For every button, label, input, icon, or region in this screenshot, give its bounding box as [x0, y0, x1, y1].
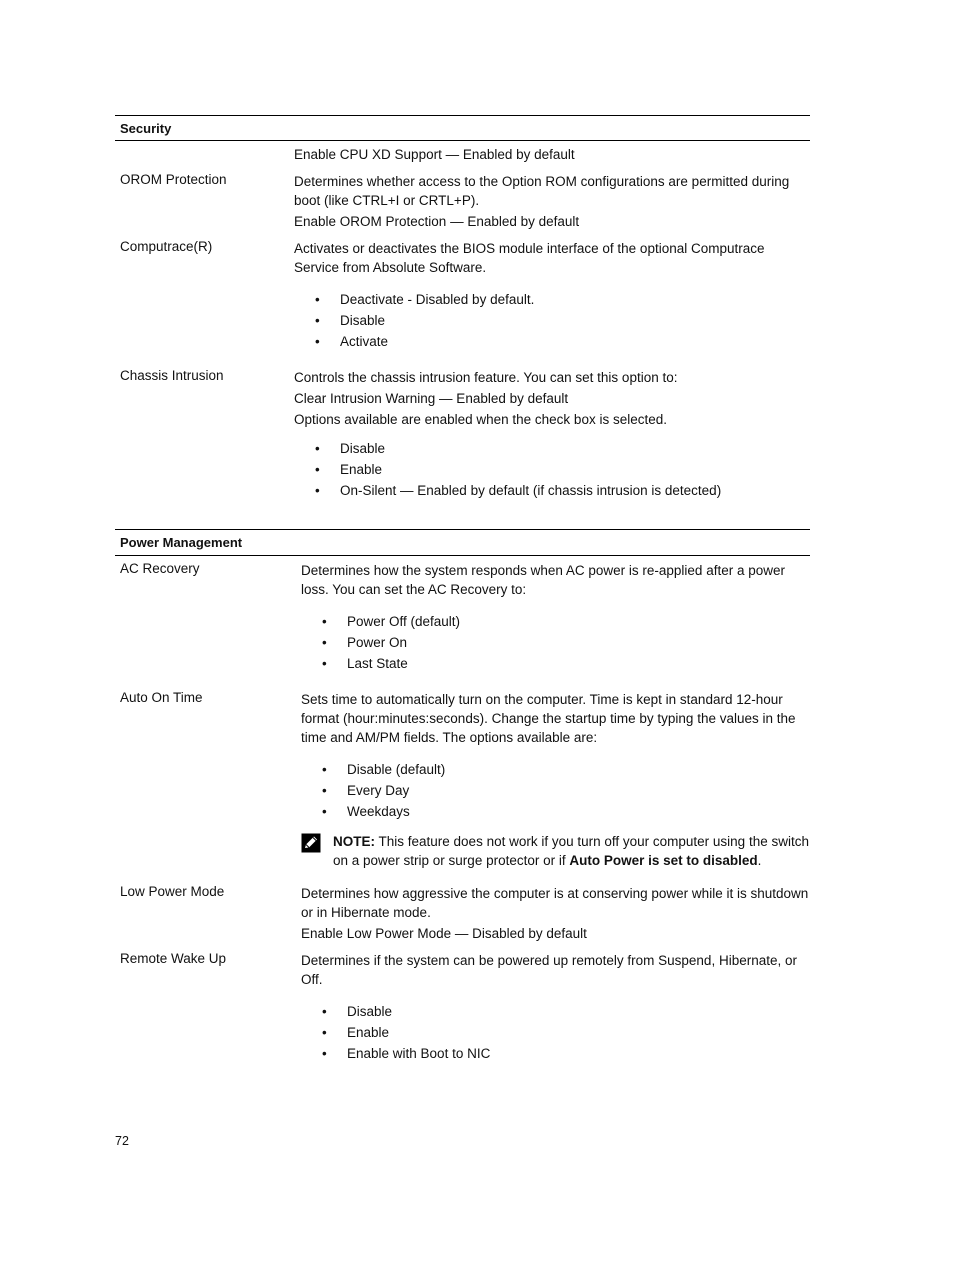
lowpower-label: Low Power Mode — [120, 884, 225, 899]
wake-options — [301, 1001, 810, 1064]
pencil-note-icon — [301, 833, 321, 853]
list-item: • Disable (default) — [301, 759, 810, 780]
wake-row — [115, 951, 810, 1064]
computrace-label: Computrace(R) — [120, 239, 213, 254]
note-box — [301, 832, 810, 870]
orom-label: OROM Protection — [120, 172, 227, 187]
computrace-options — [294, 289, 810, 352]
ac-label: AC Recovery — [120, 561, 200, 576]
ac-row — [115, 561, 810, 674]
ac-options — [301, 611, 810, 674]
computrace-desc: Activates or deactivates the BIOS module interface of the optional Computrace Service from Absolute Software. — [294, 241, 765, 275]
wake-label: Remote Wake Up — [120, 951, 227, 966]
note-bold: Auto Power is set to disabled — [569, 853, 758, 868]
lowpower-desc: Determines how aggressive the computer is at conserving power while it is shutdown or in Hibernate mode. — [301, 886, 809, 920]
list-item: • Enable — [301, 1022, 810, 1043]
chassis-label: Chassis Intrusion — [120, 368, 224, 383]
list-item: • On-Silent — Enabled by default (if chassis intrusion is detected) — [294, 480, 810, 501]
list-item: • Disable — [294, 310, 810, 331]
chassis-desc: Controls the chassis intrusion feature. You can set this option to: — [294, 370, 678, 385]
list-item: • Deactivate - Disabled by default. — [294, 289, 810, 310]
autoon-row — [115, 690, 810, 870]
orom-row — [115, 172, 810, 231]
note-label: NOTE: — [333, 834, 375, 849]
list-item: • Disable — [301, 1001, 810, 1022]
chassis-options — [294, 438, 810, 501]
lowpower-row — [115, 884, 810, 943]
list-item: • Power Off (default) — [301, 611, 810, 632]
orom-default: Enable OROM Protection — Enabled by default — [294, 214, 580, 229]
autoon-desc: Sets time to automatically turn on the computer. Time is kept in standard 12-hour format (hour:minutes:seconds). Change the startup time by typing the values in the time and AM/PM fields. The options available are: — [301, 692, 796, 745]
list-item: • Every Day — [301, 780, 810, 801]
autoon-label: Auto On Time — [120, 690, 203, 705]
chassis-row — [115, 368, 810, 501]
note-text: This feature does not work if you turn off your computer using the switch on a power strip or surge protector or if — [333, 834, 809, 868]
autoon-options — [301, 759, 810, 822]
security-heading: Security — [115, 115, 810, 141]
list-item: • Last State — [301, 653, 810, 674]
computrace-row — [115, 239, 810, 352]
list-item: • Weekdays — [301, 801, 810, 822]
list-item: • Enable — [294, 459, 810, 480]
list-item: • Activate — [294, 331, 810, 352]
list-item: • Power On — [301, 632, 810, 653]
chassis-line2: Clear Intrusion Warning — Enabled by default — [294, 391, 569, 406]
xd-text: Enable CPU XD Support — Enabled by default — [294, 147, 575, 162]
power-section — [115, 529, 810, 1064]
security-section — [115, 115, 810, 501]
chassis-line3: Options available are enabled when the check box is selected. — [294, 412, 667, 427]
orom-desc: Determines whether access to the Option ROM configurations are permitted during boot (like CTRL+I or CRTL+P). — [294, 174, 790, 208]
list-item: • Disable — [294, 438, 810, 459]
wake-desc: Determines if the system can be powered up remotely from Suspend, Hibernate, or Off. — [301, 953, 797, 987]
list-item: • Enable with Boot to NIC — [301, 1043, 810, 1064]
lowpower-default: Enable Low Power Mode — Disabled by default — [301, 926, 587, 941]
note-end: . — [757, 853, 762, 868]
power-heading: Power Management — [115, 529, 810, 556]
ac-desc: Determines how the system responds when AC power is re-applied after a power loss. You can set the AC Recovery to: — [301, 563, 785, 597]
xd-row — [115, 145, 810, 164]
page-number: 72 — [115, 1134, 129, 1148]
